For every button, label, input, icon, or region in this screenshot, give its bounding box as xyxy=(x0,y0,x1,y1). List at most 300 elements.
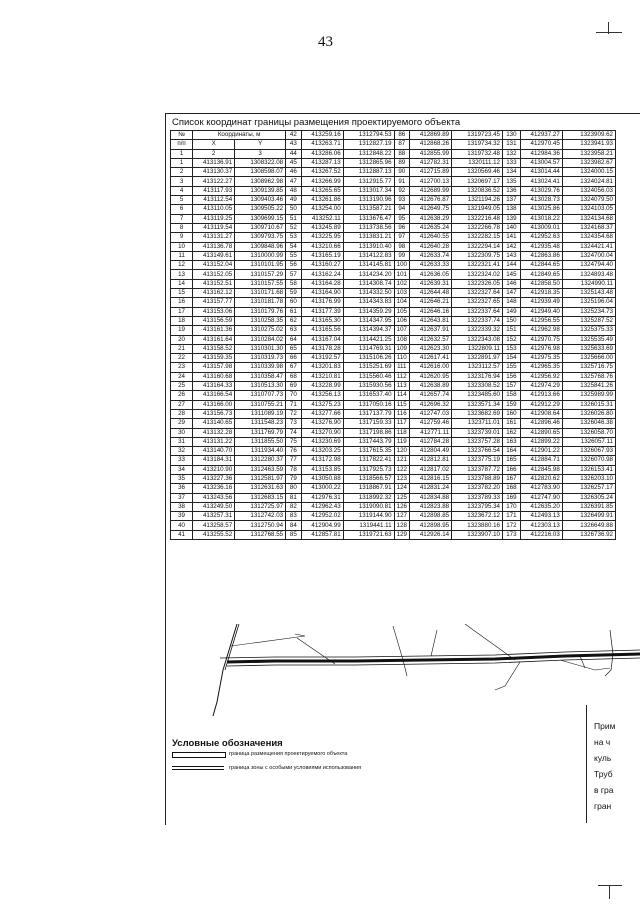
table-cell: 413025.86 xyxy=(520,205,562,214)
table-cell: 413201.83 xyxy=(301,363,343,372)
table-cell: 412640.28 xyxy=(410,242,452,251)
table-cell: 100 xyxy=(394,261,409,270)
table-cell: 413117.93 xyxy=(193,186,235,195)
table-cell: 1326736.92 xyxy=(562,530,615,539)
table-cell: 1310755.21 xyxy=(235,400,286,409)
table-cell: 27 xyxy=(171,400,193,409)
table-cell: 413225.95 xyxy=(301,233,343,242)
table-cell: 1309403.46 xyxy=(235,196,286,205)
table-row xyxy=(171,474,616,483)
table-cell: 1312742.03 xyxy=(235,512,286,521)
table-cell: 413167.04 xyxy=(301,335,343,344)
table-cell: 99 xyxy=(394,251,409,260)
table-cell: 1315251.69 xyxy=(343,363,394,372)
table-cell: 1312887.13 xyxy=(343,168,394,177)
table-cell: 413024.41 xyxy=(520,177,562,186)
table-cell: 413161.64 xyxy=(193,335,235,344)
table-cell: 1323787.72 xyxy=(452,465,503,474)
table-cell: 413152.51 xyxy=(193,279,235,288)
table-cell: 413140.70 xyxy=(193,447,235,456)
table-row xyxy=(171,214,616,223)
table-cell: 413164.28 xyxy=(301,279,343,288)
table-cell: 413172.98 xyxy=(301,456,343,465)
table-cell: 139 xyxy=(503,214,521,223)
table-cell: 1323766.54 xyxy=(452,447,503,456)
table-cell: 3 xyxy=(171,177,193,186)
table-cell: 412632.57 xyxy=(410,335,452,344)
table-cell: 412747.03 xyxy=(410,409,452,418)
table-cell: 164 xyxy=(503,447,521,456)
table-cell: 413112.54 xyxy=(193,196,235,205)
table-cell: 93 xyxy=(394,196,409,205)
header-row-3 xyxy=(171,149,616,158)
table-cell: 412644.48 xyxy=(410,289,452,298)
table-cell: 1310258.35 xyxy=(235,316,286,325)
table-cell: 1319723.45 xyxy=(452,131,503,140)
table-body xyxy=(171,131,616,540)
table-cell: 1326057.11 xyxy=(562,437,615,446)
table-cell: 412884.71 xyxy=(520,456,562,465)
table-cell: 9 xyxy=(171,233,193,242)
table-cell: 78 xyxy=(286,465,301,474)
table-cell: 413258.57 xyxy=(193,521,235,530)
table-cell: 1322327.64 xyxy=(452,289,503,298)
table-cell: 413029.76 xyxy=(520,186,562,195)
table-cell: 1310339.98 xyxy=(235,363,286,372)
table-cell: 1325287.52 xyxy=(562,316,615,325)
pipeline-route-line xyxy=(227,654,640,662)
legend-label-boundary: граница размещения проектируемого объекта xyxy=(229,751,348,757)
table-cell: 412637.91 xyxy=(410,326,452,335)
table-cell: 1319732.48 xyxy=(452,149,503,158)
table-cell: 413153.06 xyxy=(193,307,235,316)
table-cell: 79 xyxy=(286,474,301,483)
table-cell: 413257.31 xyxy=(193,512,235,521)
table-cell: 116 xyxy=(394,409,409,418)
table-cell: 1311855.50 xyxy=(235,437,286,446)
table-cell: 170 xyxy=(503,502,521,511)
table-cell: 1326257.17 xyxy=(562,484,615,493)
table-cell: 413152.04 xyxy=(193,261,235,270)
table-cell: 412901.22 xyxy=(520,447,562,456)
table-cell: 15 xyxy=(171,289,193,298)
table-cell: 158 xyxy=(503,391,521,400)
table-cell: 1311548.23 xyxy=(235,419,286,428)
table-row xyxy=(171,493,616,502)
table-cell: 1323788.89 xyxy=(452,474,503,483)
table-cell: 1317137.79 xyxy=(343,409,394,418)
table-cell: 72 xyxy=(286,409,301,418)
table-row xyxy=(171,279,616,288)
table-cell: 82 xyxy=(286,502,301,511)
table-cell: 89 xyxy=(394,158,409,167)
table-cell: 88 xyxy=(394,149,409,158)
table-cell: 111 xyxy=(394,363,409,372)
table-cell: 412890.65 xyxy=(520,428,562,437)
table-cell: 70 xyxy=(286,391,301,400)
table-cell: 412643.81 xyxy=(410,316,452,325)
table-cell: 1321949.05 xyxy=(452,205,503,214)
route-map xyxy=(165,610,640,720)
table-cell: 46 xyxy=(286,168,301,177)
table-cell: 1324134.68 xyxy=(562,214,615,223)
table-cell: 136 xyxy=(503,186,521,195)
table-cell: 412646.16 xyxy=(410,307,452,316)
table-cell: 1323112.57 xyxy=(452,363,503,372)
table-cell: 413252.11 xyxy=(301,214,343,223)
table-cell: 14 xyxy=(171,279,193,288)
table-cell: 412962.43 xyxy=(301,502,343,511)
table-cell: 412676.87 xyxy=(410,196,452,205)
table-cell: 412715.89 xyxy=(410,168,452,177)
table-cell: 413166.54 xyxy=(193,391,235,400)
table-cell: 412935.48 xyxy=(520,242,562,251)
table-cell: 412939.49 xyxy=(520,298,562,307)
table-cell: 1312280.37 xyxy=(235,456,286,465)
table-cell: 69 xyxy=(286,382,301,391)
table-cell: 412689.99 xyxy=(410,186,452,195)
table-cell: 10 xyxy=(171,242,193,251)
table-cell: 34 xyxy=(171,465,193,474)
table-cell: 29 xyxy=(171,419,193,428)
table-cell: 1313910.40 xyxy=(343,242,394,251)
table-cell: 1323880.16 xyxy=(452,521,503,530)
table-cell: 413159.35 xyxy=(193,354,235,363)
table-row xyxy=(171,223,616,232)
table-cell: 173 xyxy=(503,530,521,539)
field-boundary-5 xyxy=(465,624,515,660)
table-cell: 412657.74 xyxy=(410,391,452,400)
table-cell: 112 xyxy=(394,372,409,381)
table-cell: 13 xyxy=(171,270,193,279)
table-cell: 76 xyxy=(286,447,301,456)
table-cell: 60 xyxy=(286,298,301,307)
table-cell: 412976.31 xyxy=(301,493,343,502)
table-cell: 146 xyxy=(503,279,521,288)
table-cell: 171 xyxy=(503,512,521,521)
table-cell: 412868.26 xyxy=(410,140,452,149)
table-cell: 68 xyxy=(286,372,301,381)
table-cell: 148 xyxy=(503,298,521,307)
table-cell: 1324893.48 xyxy=(562,270,615,279)
table-cell: 412869.89 xyxy=(410,131,452,140)
table-cell: 412696.32 xyxy=(410,400,452,409)
table-cell: 1322809.11 xyxy=(452,344,503,353)
table-cell: 1313738.56 xyxy=(343,223,394,232)
table-cell: 1325768.76 xyxy=(562,372,615,381)
table-cell: 1313190.96 xyxy=(343,196,394,205)
table-cell: 412976.98 xyxy=(520,344,562,353)
table-cell: 412646.21 xyxy=(410,298,452,307)
table-row xyxy=(171,251,616,260)
table-cell: 1310707.73 xyxy=(235,391,286,400)
table-cell: 1320111.12 xyxy=(452,158,503,167)
table-cell: 1311089.19 xyxy=(235,409,286,418)
table-row xyxy=(171,344,616,353)
table-cell: 1313831.21 xyxy=(343,233,394,242)
table-cell: 1308962.98 xyxy=(235,177,286,186)
table-cell: 413004.57 xyxy=(520,158,562,167)
table-cell: 57 xyxy=(286,270,301,279)
table-cell: 1313017.34 xyxy=(343,186,394,195)
table-cell: 1320697.17 xyxy=(452,177,503,186)
table-cell: 412616.00 xyxy=(410,363,452,372)
table-cell: 1326070.98 xyxy=(562,456,615,465)
table-cell: 1312631.63 xyxy=(235,484,286,493)
table-row xyxy=(171,326,616,335)
table-cell: 412623.30 xyxy=(410,344,452,353)
table-cell: 56 xyxy=(286,261,301,270)
table-cell: 52 xyxy=(286,223,301,232)
table-row xyxy=(171,307,616,316)
table-cell: 127 xyxy=(394,512,409,521)
table-cell: 84 xyxy=(286,521,301,530)
table-cell: 413136.78 xyxy=(193,242,235,251)
table-cell: 412635.20 xyxy=(520,502,562,511)
table-row xyxy=(171,177,616,186)
table-cell: 413140.65 xyxy=(193,419,235,428)
table-cell: 412970.45 xyxy=(520,140,562,149)
field-boundary-1 xyxy=(231,634,305,646)
table-cell: 12 xyxy=(171,261,193,270)
header-row-2 xyxy=(171,140,616,149)
table-cell: 1317050.16 xyxy=(343,400,394,409)
table-cell: 412783.90 xyxy=(520,484,562,493)
table-cell: 54 xyxy=(286,242,301,251)
table-cell: 137 xyxy=(503,196,521,205)
table-cell: 1314332.50 xyxy=(343,289,394,298)
table-cell: 92 xyxy=(394,186,409,195)
crop-mark-top-right xyxy=(596,32,622,33)
table-cell: 412635.24 xyxy=(410,223,452,232)
table-cell: 413276.90 xyxy=(301,419,343,428)
table-cell: 91 xyxy=(394,177,409,186)
table-row xyxy=(171,437,616,446)
table-cell: 152 xyxy=(503,335,521,344)
table-cell: 36 xyxy=(171,484,193,493)
table-cell: 1309793.75 xyxy=(235,233,286,242)
table-cell: 1318867.91 xyxy=(343,484,394,493)
table-cell: 41 xyxy=(171,530,193,539)
table-cell: 1322327.65 xyxy=(452,298,503,307)
table-row xyxy=(171,196,616,205)
table-cell: 1314145.81 xyxy=(343,261,394,270)
table-cell: 1324000.15 xyxy=(562,168,615,177)
table-cell: 37 xyxy=(171,493,193,502)
table-cell: 1325375.33 xyxy=(562,326,615,335)
table-cell: 412984.36 xyxy=(520,149,562,158)
table-cell: 1319734.32 xyxy=(452,140,503,149)
legend-sample-boundary xyxy=(172,752,226,758)
table-row xyxy=(171,484,616,493)
table-cell: 1 xyxy=(171,158,193,167)
table-cell: 1323982.67 xyxy=(562,158,615,167)
table-cell: 413131.22 xyxy=(193,437,235,446)
table-cell: 413157.77 xyxy=(193,298,235,307)
table-cell: 71 xyxy=(286,400,301,409)
table-cell: 131 xyxy=(503,140,521,149)
table-cell: 1315930.56 xyxy=(343,382,394,391)
table-cell: 1322339.32 xyxy=(452,326,503,335)
table-cell: 33 xyxy=(171,456,193,465)
table-cell: 413014.44 xyxy=(520,168,562,177)
table-cell: 1326046.38 xyxy=(562,419,615,428)
table-cell: 413267.52 xyxy=(301,168,343,177)
table-cell: 7 xyxy=(171,214,193,223)
header-coords: Координаты, м xyxy=(193,131,286,140)
header-row-1 xyxy=(171,131,616,140)
table-cell: 1326058.70 xyxy=(562,428,615,437)
table-cell: 413164.90 xyxy=(301,289,343,298)
table-cell: 413132.28 xyxy=(193,428,235,437)
table-cell: 1310284.02 xyxy=(235,335,286,344)
table-cell: 413230.69 xyxy=(301,437,343,446)
table-cell: 30 xyxy=(171,428,193,437)
header-col-3: 3 xyxy=(235,149,286,158)
table-cell: 412636.05 xyxy=(410,270,452,279)
table-cell: 1322324.02 xyxy=(452,270,503,279)
table-cell: 1309848.96 xyxy=(235,242,286,251)
table-cell: 59 xyxy=(286,289,301,298)
table-cell: 154 xyxy=(503,354,521,363)
table-cell: 1310157.55 xyxy=(235,279,286,288)
table-cell: 49 xyxy=(286,196,301,205)
table-cell: 35 xyxy=(171,474,193,483)
table-cell: 412649.75 xyxy=(410,205,452,214)
table-cell: 134 xyxy=(503,168,521,177)
table-cell: 412633.74 xyxy=(410,251,452,260)
table-row xyxy=(171,205,616,214)
table-cell: 129 xyxy=(394,530,409,539)
table-cell: 1310171.68 xyxy=(235,289,286,298)
table-cell: 1325234.73 xyxy=(562,307,615,316)
table-cell: 412844.65 xyxy=(520,261,562,270)
table-cell: 412782.31 xyxy=(410,158,452,167)
table-cell: 167 xyxy=(503,474,521,483)
table-cell: 162 xyxy=(503,428,521,437)
table-cell: 413256.13 xyxy=(301,391,343,400)
table-cell: 1323909.62 xyxy=(562,131,615,140)
table-cell: 1322337.64 xyxy=(452,307,503,316)
table-cell: 73 xyxy=(286,419,301,428)
table-cell: 412784.28 xyxy=(410,437,452,446)
table-cell: 64 xyxy=(286,335,301,344)
table-cell: 1323571.34 xyxy=(452,400,503,409)
table-cell: 1322337.74 xyxy=(452,316,503,325)
table-cell: 103 xyxy=(394,289,409,298)
crop-mark-bottom-right xyxy=(598,885,622,886)
table-cell: 1312848.22 xyxy=(343,149,394,158)
table-cell: 1326015.31 xyxy=(562,400,615,409)
table-cell: 128 xyxy=(394,521,409,530)
table-cell: 412845.98 xyxy=(520,465,562,474)
table-cell: 412913.66 xyxy=(520,391,562,400)
table-cell: 412949.40 xyxy=(520,307,562,316)
table-cell: 1323711.01 xyxy=(452,419,503,428)
table-cell: 1324700.04 xyxy=(562,251,615,260)
table-cell: 113 xyxy=(394,382,409,391)
table-cell: 412617.41 xyxy=(410,354,452,363)
table-cell: 412908.64 xyxy=(520,409,562,418)
table-cell: 153 xyxy=(503,344,521,353)
table-row xyxy=(171,298,616,307)
legend-label-zone: граница зоны с особыми условиями использования xyxy=(229,765,362,771)
table-cell: 1324794.40 xyxy=(562,261,615,270)
table-cell: 1319144.90 xyxy=(343,512,394,521)
table-cell: 413157.98 xyxy=(193,363,235,372)
table-cell: 1317822.41 xyxy=(343,456,394,465)
table-cell: 83 xyxy=(286,512,301,521)
table-cell: 1312827.19 xyxy=(343,140,394,149)
table-cell: 1312915.77 xyxy=(343,177,394,186)
table-cell: 94 xyxy=(394,205,409,214)
table-cell: 413228.99 xyxy=(301,382,343,391)
table-cell: 413210.81 xyxy=(301,372,343,381)
table-cell: 1310275.02 xyxy=(235,326,286,335)
side-note-2: на ч xyxy=(594,737,611,747)
table-cell: 1320836.52 xyxy=(452,186,503,195)
table-cell: 1326203.10 xyxy=(562,474,615,483)
table-cell: 161 xyxy=(503,419,521,428)
table-cell: 1323775.19 xyxy=(452,456,503,465)
table-cell: 1324079.50 xyxy=(562,196,615,205)
table-row xyxy=(171,530,616,539)
table-cell: 1323757.28 xyxy=(452,437,503,446)
table-cell: 143 xyxy=(503,251,521,260)
table-cell: 413050.88 xyxy=(301,474,343,483)
table-cell: 1312794.53 xyxy=(343,131,394,140)
table-cell: 412898.85 xyxy=(410,512,452,521)
table-cell: 1312750.94 xyxy=(235,521,286,530)
table-row xyxy=(171,502,616,511)
field-boundary-4 xyxy=(431,630,437,656)
table-cell: 22 xyxy=(171,354,193,363)
table-cell: 1316537.40 xyxy=(343,391,394,400)
table-cell: 80 xyxy=(286,484,301,493)
legend-title: Условные обозначения xyxy=(172,738,283,749)
table-cell: 1314421.25 xyxy=(343,335,394,344)
table-cell: 20 xyxy=(171,335,193,344)
side-note-5: в гра xyxy=(594,785,614,795)
table-cell: 155 xyxy=(503,363,521,372)
table-cell: 1321194.26 xyxy=(452,196,503,205)
side-note-4: Труб xyxy=(594,769,613,779)
table-cell: 1312865.96 xyxy=(343,158,394,167)
table-cell: 413210.66 xyxy=(301,242,343,251)
table-cell: 1326391.85 xyxy=(562,502,615,511)
table-cell: 1317443.79 xyxy=(343,437,394,446)
table-cell: 1310101.95 xyxy=(235,261,286,270)
table-cell: 413165.19 xyxy=(301,251,343,260)
table-row xyxy=(171,316,616,325)
table-cell: 8 xyxy=(171,223,193,232)
table-row xyxy=(171,465,616,474)
table-cell: 1323907.10 xyxy=(452,530,503,539)
table-cell: 120 xyxy=(394,447,409,456)
header-x: X xyxy=(193,140,235,149)
table-cell: 133 xyxy=(503,158,521,167)
table-cell: 1314343.83 xyxy=(343,298,394,307)
table-cell: 1323958.21 xyxy=(562,149,615,158)
table-cell: 412834.88 xyxy=(410,493,452,502)
table-cell: 1325633.69 xyxy=(562,344,615,353)
table-cell: 1310513.30 xyxy=(235,382,286,391)
table-row xyxy=(171,512,616,521)
table-row xyxy=(171,335,616,344)
table-cell: 412962.98 xyxy=(520,326,562,335)
table-cell: 412759.46 xyxy=(410,419,452,428)
table-cell: 412303.13 xyxy=(520,521,562,530)
